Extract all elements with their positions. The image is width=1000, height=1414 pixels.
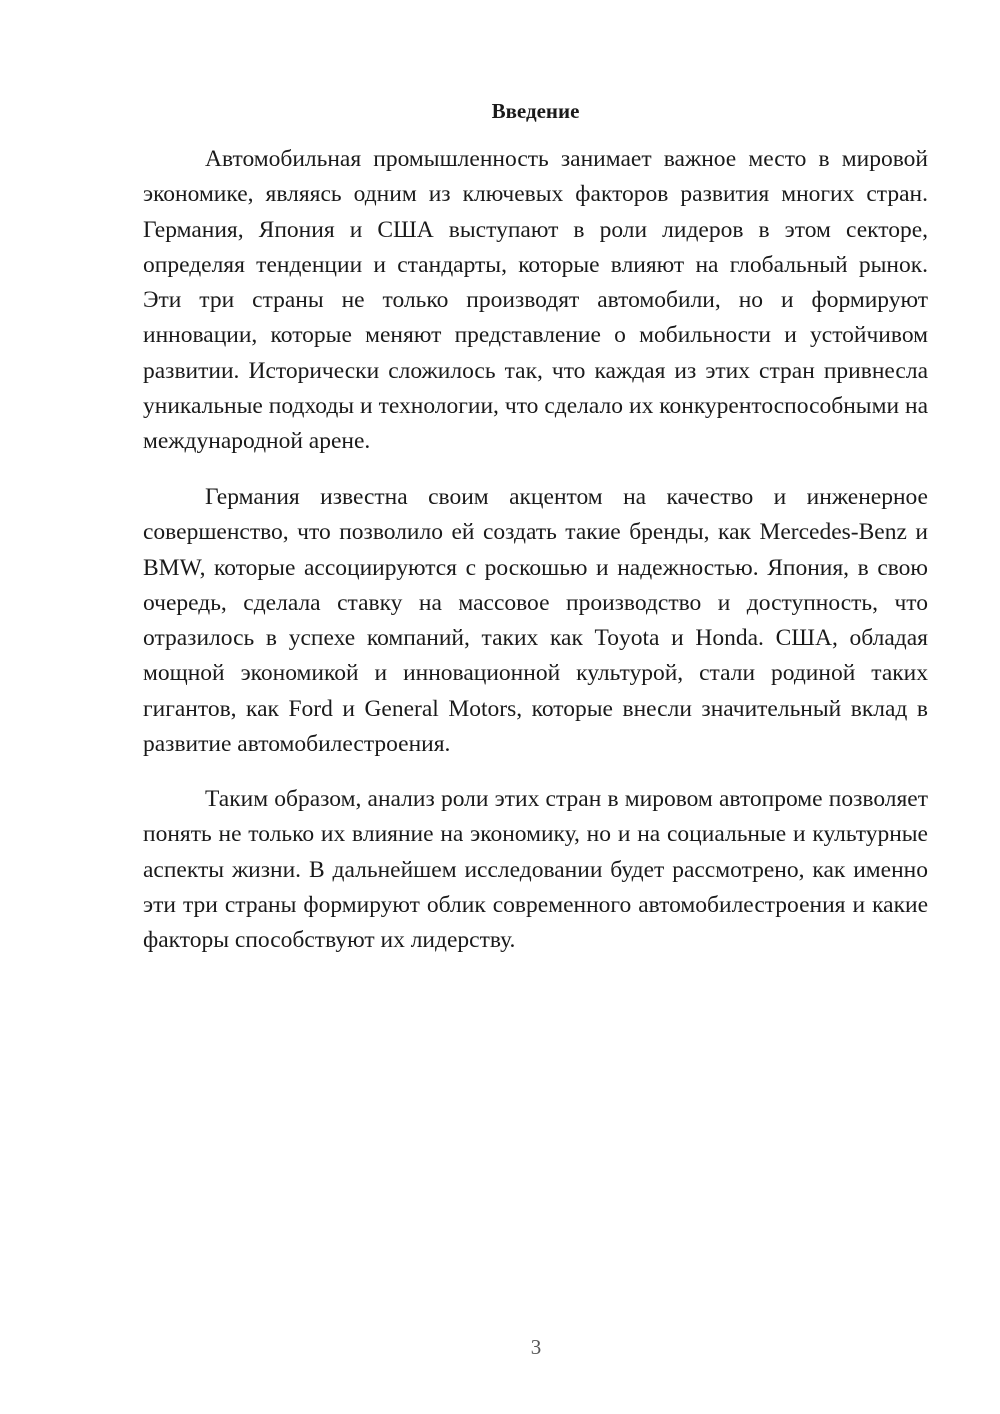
paragraph-germany-japan-usa: Германия известна своим акцентом на качество и инженерное совершенство, что позволило ей создать такие бренды, как Mercedes-Benz и BMW, которые ассоциируются с роскошью и надежностью. Япония, в свою очередь, сделала ставку на массовое производство и доступность, что отразилось в успехе компаний, таких как Toyota и Honda. США, обладая мощной экономикой и инновационной культурой, стали родиной таких гигантов, как Ford и General Motors, которые внесли значительный вклад в развитие автомобилестроения.	[143, 484, 928, 758]
page-number: 3	[530, 1335, 542, 1359]
paragraph-intro: Автомобильная промышленность занимает важное место в мировой экономике, являясь одним из ключевых факторов развития многих стран. Германия, Япония и США выступают в роли лидеров в этом секторе, определяя тенденции и стандарты, которые влияют на глобальный рынок. Эти три страны не только производят автомобили, но и формируют инновации, которые меняют представление о мобильности и устойчивом развитии. Исторически сложилось так, что каждая из этих стран привнесла уникальные подходы и технологии, что сделало их конкурентоспособными на международной арене.	[143, 146, 928, 455]
section-heading: Введение	[491, 99, 580, 123]
paragraph-conclusion: Таким образом, анализ роли этих стран в мировом автопроме позволяет понять не только их влияние на экономику, но и на социальные и культурные аспекты жизни. В дальнейшем исследовании будет рассмотрено, как именно эти три страны формируют облик современного автомобилестроения и какие факторы способствуют их лидерству.	[143, 786, 928, 954]
